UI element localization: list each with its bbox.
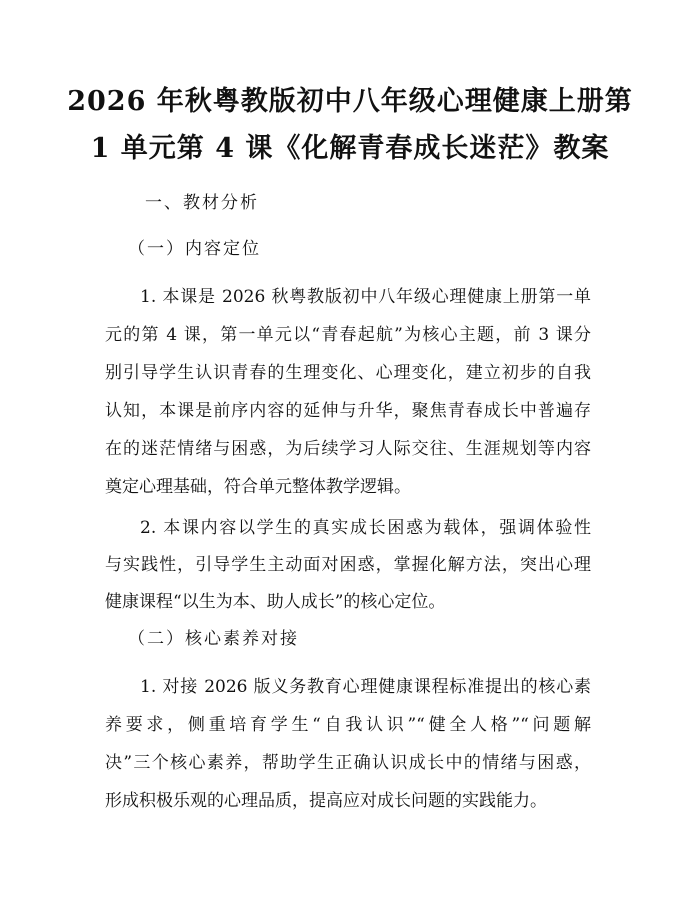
paragraph-1-line-1: 1. 本课是 2026 秋粤教版初中八年级心理健康上册第一单 bbox=[140, 287, 591, 307]
document-title-line-1: 2026 年秋粤教版初中八年级心理健康上册第 bbox=[67, 86, 633, 117]
paragraph-1-line-6: 奠定心理基础，符合单元整体教学逻辑。 bbox=[105, 477, 411, 497]
subsection-heading-content-positioning: （一）内容定位 bbox=[128, 239, 261, 259]
section-heading-textbook-analysis: 一、教材分析 bbox=[145, 193, 259, 213]
paragraph-3-line-1: 1. 对接 2026 版义务教育心理健康课程标准提出的核心素 bbox=[140, 677, 591, 697]
paragraph-1-line-5: 在的迷茫情绪与困惑，为后续学习人际交往、生涯规划等内容 bbox=[105, 439, 591, 459]
document-title-line-2: 1 单元第 4 课《化解青春成长迷茫》教案 bbox=[90, 133, 610, 164]
paragraph-2-line-1: 2. 本课内容以学生的真实成长困惑为载体，强调体验性 bbox=[140, 518, 591, 538]
paragraph-2-line-2: 与实践性，引导学生主动面对困惑，掌握化解方法，突出心理 bbox=[105, 555, 591, 575]
paragraph-3-line-3: 决”三个核心素养，帮助学生正确认识成长中的情绪与困惑， bbox=[105, 753, 591, 773]
paragraph-3-line-2: 养要求，侧重培育学生“自我认识”“健全人格”“问题解 bbox=[105, 715, 591, 735]
paragraph-1-line-3: 别引导学生认识青春的生理变化、心理变化，建立初步的自我 bbox=[105, 363, 591, 383]
paragraph-1-line-2: 元的第 4 课，第一单元以“青春起航”为核心主题，前 3 课分 bbox=[105, 325, 591, 345]
paragraph-1-line-4: 认知，本课是前序内容的延伸与升华，聚焦青春成长中普遍存 bbox=[105, 401, 591, 421]
subsection-heading-core-literacy: （二）核心素养对接 bbox=[128, 629, 299, 649]
paragraph-2-line-3: 健康课程“以生为本、助人成长”的核心定位。 bbox=[105, 592, 446, 612]
paragraph-3-line-4: 形成积极乐观的心理品质，提高应对成长问题的实践能力。 bbox=[105, 791, 547, 811]
